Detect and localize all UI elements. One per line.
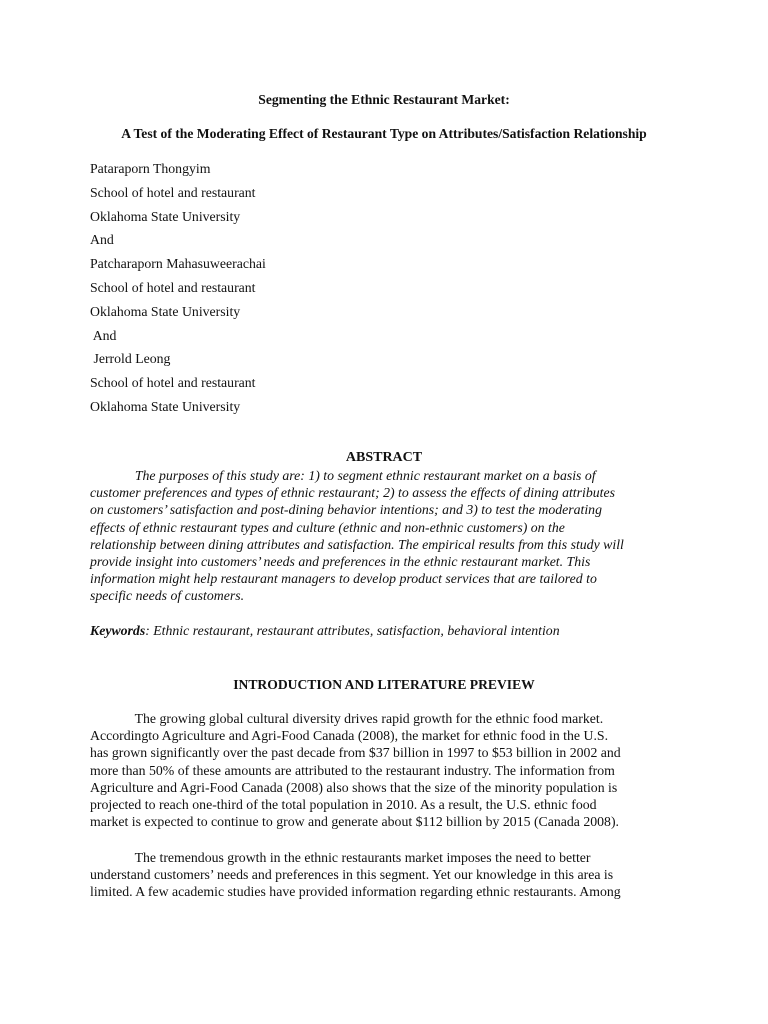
abstract-line: customer preferences and types of ethnic restaurant; 2) to assess the effects of dining attributes bbox=[90, 485, 615, 501]
body-line: Accordingto Agriculture and Agri-Food Canada (2008), the market for ethnic food in the U.S. bbox=[90, 728, 609, 744]
abstract-line: The purposes of this study are: 1) to segment ethnic restaurant market on a basis of bbox=[90, 468, 596, 483]
body-line: understand customers’ needs and preferences in this segment. Yet our knowledge in this area is bbox=[90, 867, 614, 883]
body-line: has grown significantly over the past decade from $37 billion in 1997 to $53 billion in 2002 and bbox=[90, 745, 621, 761]
body-line: limited. A few academic studies have provided information regarding ethnic restaurants. Among bbox=[90, 884, 621, 900]
author-line: School of hotel and restaurant bbox=[90, 184, 256, 200]
abstract-heading: ABSTRACT bbox=[345, 450, 423, 465]
section-heading: INTRODUCTION AND LITERATURE PREVIEW bbox=[233, 677, 535, 692]
body-line: The tremendous growth in the ethnic restaurants market imposes the need to better bbox=[90, 850, 591, 865]
author-line: School of hotel and restaurant bbox=[90, 375, 256, 391]
abstract-line: relationship between dining attributes and satisfaction. The empirical results from this study will bbox=[90, 536, 624, 552]
body-line: The growing global cultural diversity drives rapid growth for the ethnic food market. bbox=[90, 711, 604, 726]
intro-paragraph-1 bbox=[90, 710, 621, 830]
abstract-text bbox=[90, 467, 624, 605]
keywords-label: Keywords bbox=[90, 623, 146, 638]
author-line: School of hotel and restaurant bbox=[90, 279, 256, 295]
author-line: Oklahoma State University bbox=[90, 398, 241, 414]
paper-subtitle: A Test of the Moderating Effect of Restaurant Type on Attributes/Satisfaction Relationship bbox=[121, 126, 647, 141]
author-line: Oklahoma State University bbox=[90, 303, 241, 319]
abstract-line: provide insight into customers’ needs and preferences in the ethnic restaurant market. This bbox=[90, 553, 591, 569]
author-block bbox=[90, 157, 266, 419]
author-line: Pataraporn Thongyim bbox=[90, 161, 211, 176]
body-line: more than 50% of these amounts are attributed to the restaurant industry. The information from bbox=[90, 762, 615, 778]
body-line: Agriculture and Agri-Food Canada (2008) also shows that the size of the minority population is bbox=[90, 779, 618, 795]
author-line: Oklahoma State University bbox=[90, 208, 241, 224]
body-line: market is expected to continue to grow and generate about $112 billion by 2015 (Canada 2008). bbox=[90, 814, 619, 830]
abstract-line: on customers’ satisfaction and post-dining behavior intentions; and 3) to test the moderating bbox=[90, 502, 602, 518]
keywords-line bbox=[90, 623, 560, 639]
abstract-line: information might help restaurant managers to develop product services that are tailored to bbox=[90, 571, 597, 587]
author-line: And bbox=[90, 232, 114, 248]
abstract-line: specific needs of customers. bbox=[90, 588, 245, 604]
intro-paragraph-2 bbox=[90, 849, 621, 901]
body-line: projected to reach one-third of the total population in 2010. As a result, the U.S. ethnic food bbox=[90, 796, 597, 812]
abstract-line: effects of ethnic restaurant types and culture (ethnic and non-ethnic customers) on the bbox=[90, 519, 565, 535]
author-line: Jerrold Leong bbox=[90, 351, 171, 367]
author-line: And bbox=[90, 327, 117, 343]
author-line: Patcharaporn Mahasuweerachai bbox=[90, 256, 266, 272]
paper-title: Segmenting the Ethnic Restaurant Market: bbox=[258, 92, 510, 107]
keywords-text: : Ethnic restaurant, restaurant attributes, satisfaction, behavioral intention bbox=[145, 623, 560, 638]
